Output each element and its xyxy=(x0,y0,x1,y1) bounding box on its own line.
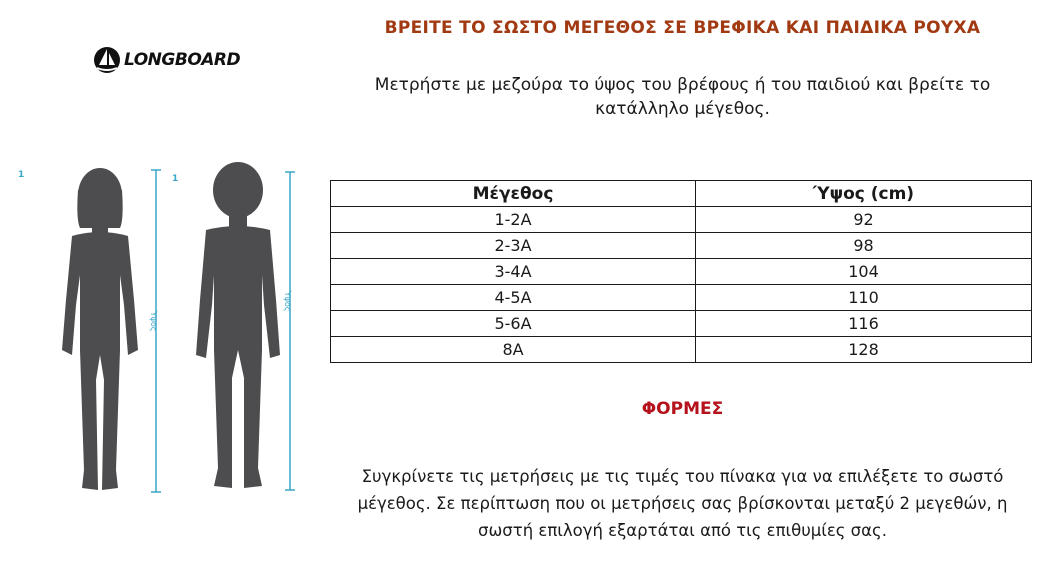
height-cell: 98 xyxy=(696,233,1032,259)
boy-height-label: Ύψος xyxy=(283,290,292,312)
height-cell: 92 xyxy=(696,207,1032,233)
size-cell: 4-5A xyxy=(331,285,696,311)
girl-silhouette xyxy=(62,168,138,490)
height-cell: 128 xyxy=(696,337,1032,363)
height-cell: 110 xyxy=(696,285,1032,311)
size-chart-table xyxy=(330,180,1032,363)
table-row xyxy=(331,207,1032,233)
size-cell: 3-4A xyxy=(331,259,696,285)
size-selection-note: Συγκρίνετε τις μετρήσεις με τις τιμές του πίνακα για να επιλέξετε το σωστό μέγεθος. Σε περίπτωση που οι μετρήσεις σας βρίσκονται μεταξύ 2 μεγεθών, η σωστή επιλογή εξαρτάται από τις επιθυμίες σας. xyxy=(357,467,1008,540)
size-cell: 1-2A xyxy=(331,207,696,233)
girl-top-marker: 1 xyxy=(18,170,25,180)
brand-name: LONGBOARD xyxy=(124,50,241,70)
height-cell: 116 xyxy=(696,311,1032,337)
boy-silhouette xyxy=(196,162,280,488)
height-figures xyxy=(0,150,320,510)
height-cell: 104 xyxy=(696,259,1032,285)
forms-section-title: ΦΟΡΜΕΣ xyxy=(641,399,724,419)
brand-logo xyxy=(92,44,240,76)
measure-instruction: Μετρήστε με μεζούρα το ύψος του βρέφους ή του παιδιού και βρείτε το κατάλληλο μέγεθος. xyxy=(374,75,991,119)
sailboat-logo-icon xyxy=(92,45,122,75)
boy-measure-line xyxy=(285,172,295,490)
size-cell: 5-6A xyxy=(331,311,696,337)
table-row xyxy=(331,311,1032,337)
size-cell: 2-3A xyxy=(331,233,696,259)
size-cell: 8A xyxy=(331,337,696,363)
table-row xyxy=(331,259,1032,285)
boy-top-marker: 1 xyxy=(172,174,179,184)
table-row xyxy=(331,337,1032,363)
table-header-row xyxy=(331,181,1032,207)
silhouettes-graphic xyxy=(0,150,320,510)
table-row xyxy=(331,285,1032,311)
table-row xyxy=(331,233,1032,259)
girl-height-label: Ύψος xyxy=(149,310,158,332)
height-column-header: Ύψος (cm) xyxy=(696,181,1032,207)
page-title: ΒΡΕΙΤΕ ΤΟ ΣΩΣΤΟ ΜΕΓΕΘΟΣ ΣΕ ΒΡΕΦΙΚΑ ΚΑΙ ΠΑΙΔΙΚΑ ΡΟΥΧΑ xyxy=(384,18,981,38)
size-column-header: Μέγεθος xyxy=(331,181,696,207)
